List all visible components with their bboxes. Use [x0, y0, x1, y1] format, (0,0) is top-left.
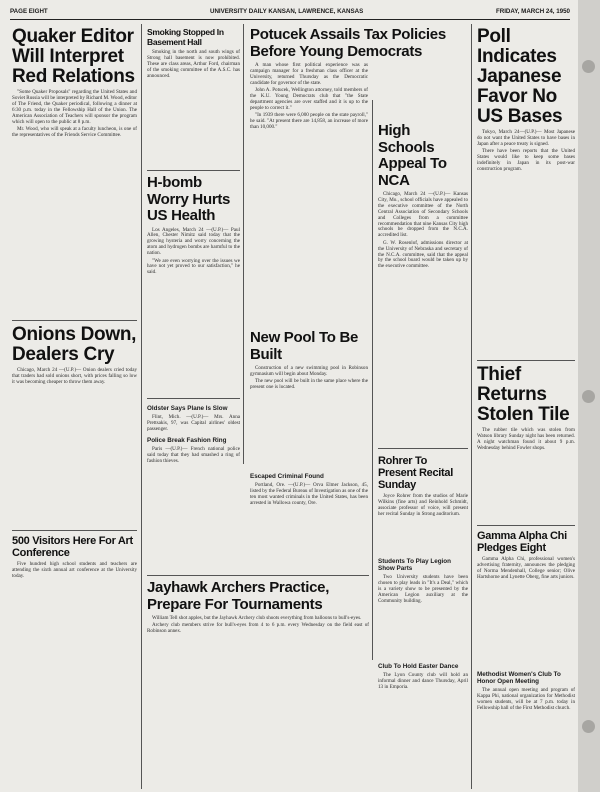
paragraph: There have been reports that the United States would like to keep some bases indefinitely in Japan in its post-war construction program. — [477, 148, 575, 172]
paragraph: The new pool will be built in the same place where the present one is located. — [250, 378, 368, 391]
article-body — [12, 368, 137, 386]
article-body — [378, 673, 468, 691]
article-divider — [147, 575, 369, 576]
paragraph: Construction of a new swimming pool in Robinson gymnasium will begin about Monday. — [250, 365, 368, 377]
binder-hole — [582, 60, 595, 73]
article-body — [250, 63, 368, 131]
article-poll — [477, 27, 575, 357]
article-onions — [12, 325, 137, 525]
article-body — [147, 447, 240, 464]
article-smoking — [147, 27, 240, 167]
article-body — [147, 415, 240, 432]
paragraph: Tokyo, March 24—(U.P.)— Most Japanese do not want the United States to have bases in Japan after a peace treaty is signed. — [477, 129, 575, 147]
column-rule — [471, 24, 472, 789]
paragraph: The annual open meeting and program of Kappa Phi, national organization for Methodist women students, will be at 7 p.m. today in Fellowship hall of the First Methodist church. — [477, 687, 575, 711]
headline-onions: Onions Down, Dealers Cry — [12, 325, 137, 365]
article-body — [12, 90, 137, 139]
paragraph: The Lyon County club will hold an informal dinner and dance Thursday, April 13 in Emporia. — [378, 672, 468, 690]
headline-thief: Thief Returns Stolen Tile — [477, 365, 570, 425]
paragraph: "Some Quaker Proposals" regarding the United States and Soviet Russia will be interpreted by Richard M. Wood, editor of The Friend, the Quaker periodical, following a dinner at 6:30 p.m. today in the Fellowship Hall of the Union. The American Association of Teachers will sponsor the program which will open to the public at 8 p.m. — [12, 89, 137, 125]
article-escaped — [250, 470, 368, 570]
article-divider — [477, 360, 575, 361]
article-gamma — [477, 530, 575, 665]
headline-poll: Poll Indicates Japanese Favor No US Bases — [477, 27, 563, 127]
article-body — [147, 50, 240, 80]
article-newpool — [250, 330, 368, 430]
paragraph: Paris —(U.P.)— French national police said today that they had smashed a ring of fashion thieves. — [147, 446, 240, 464]
headline-oldster: Oldster Says Plane Is Slow — [147, 405, 228, 412]
article-divider — [477, 525, 575, 526]
paragraph: A man whose first political experience was as campaign manager for a freshman class officer at the University, returned Thursday as the Democratic candidate for governor of the state. — [250, 62, 368, 86]
headline-gamma: Gamma Alpha Chi Pledges Eight — [477, 530, 567, 554]
article-archers — [147, 580, 369, 785]
paragraph: Gamma Alpha Chi, professional women's advertising fraternity, announces the pledging of Norma Mendenhall, College senior; Olive Hartshorne and Lynette Oberg, fine arts juniors. — [477, 556, 575, 580]
paragraph: William Tell shot apples, but the Jayhawk Archery club shoots everything from balloons to bull's-eyes. — [152, 615, 362, 621]
headline-archers: Jayhawk Archers Practice, Prepare For Tournaments — [147, 580, 330, 613]
article-hbomb — [147, 175, 240, 395]
article-body — [477, 688, 575, 712]
article-police — [147, 434, 240, 464]
column-rule — [243, 24, 244, 464]
paragraph: Smoking in the north and south wings of Strong hall basement is now prohibited. These are class areas, Arthur Ford, chairman of the smoking committee of the A.S.C. has announced. — [147, 49, 240, 79]
newspaper-name: UNIVERSITY DAILY KANSAN, LAWRENCE, KANSAS — [210, 8, 364, 15]
article-clubfeast — [378, 660, 468, 785]
paragraph: Archery club members strive for bull's-eyes from 4 to 6 p.m. every Wednesday on the field east of Robinson annex. — [147, 622, 369, 635]
article-quaker — [12, 27, 137, 317]
article-visitors — [12, 535, 137, 785]
article-divider — [147, 170, 240, 171]
headline-escaped: Escaped Criminal Found — [250, 473, 324, 480]
headline-visitors: 500 Visitors Here For Art Conference — [12, 535, 133, 559]
paragraph: Portland, Ore. —(U.P.)— Orva Elmer Jackson, 45, listed by the Federal Bureau of Investigation as one of the ten most wanted criminals in the United States, has been arrested in Wallowa county, Ore. — [250, 482, 368, 506]
headline-quaker: Quaker Editor Will Interpret Red Relations — [12, 27, 135, 87]
article-legion — [378, 555, 468, 650]
article-body — [12, 562, 137, 580]
paragraph: "In 1939 there were 6,000 people on the state payroll," he said. "At present there are 14,858, an increase of more than 10,000." — [250, 112, 368, 131]
paragraph: "We are even worrying over the issues we have not yet proved to our satisfaction," he said. — [147, 257, 240, 276]
paragraph: Los Angeles, March 24 —(U.P.)— Paul Allen, Chester Nimitz said today that the growing hysteria and worry concerning the atom and hydrogen bombs are harmful to the nation. — [147, 226, 240, 257]
issue-date: FRIDAY, MARCH 24, 1950 — [495, 8, 570, 15]
article-divider — [12, 320, 137, 321]
paragraph: G. W. Rosenlof, admissions director at the University of Nebraska and secretary of the N.C.A. committee, said that the appeal by the school board would be taken up by the executive committee. — [378, 239, 468, 270]
paragraph: Chicago, March 24 —(U.P.)— Kansas City, Mo., school officials have appealed to the executive committee of the North Central Association of Secondary Schools and Colleges from a committee recommendation that nine Kansas City high schools be dropped from the N.C.A. accredited list. — [378, 191, 468, 239]
article-body — [477, 130, 575, 173]
article-highschools — [378, 123, 468, 403]
headline-methodist: Methodist Women's Club To Honor Open Meeting — [477, 671, 561, 685]
headline-smoking: Smoking Stopped In Basement Hall — [147, 27, 224, 47]
headline-highschools: High Schools Appeal To NCA — [378, 123, 447, 189]
article-thief — [477, 365, 575, 520]
article-rohrer — [378, 455, 468, 525]
headline-newpool: New Pool To Be Built — [250, 330, 359, 363]
article-body — [147, 228, 240, 277]
article-divider — [12, 530, 137, 531]
article-body — [378, 575, 468, 605]
headline-clubfeast: Club To Hold Easter Dance — [378, 663, 459, 670]
headline-legion: Students To Play Legion Show Parts — [378, 558, 452, 572]
paragraph: The rubber tile which was stolen from Watson library Sunday night has been returned. A night watchman found it about 9 p.m. Wednesday behind Fowler shops. — [477, 427, 575, 451]
paragraph: Five hundred high school students and teachers are attending the sixth annual art conference at the University today. — [12, 561, 137, 579]
paragraph: John A. Potucek, Wellington attorney, told members of the K.U. Young Democrats club that "the State department agencies are over staffed and it is up to the people to correct it." — [250, 87, 368, 111]
paragraph: Chicago, March 24 —(U.P.)— Onion dealers cried today that traders had sold onions short, with prices falling so low it was becoming cheaper to throw them away. — [12, 367, 137, 385]
headline-rohrer: Rohrer To Present Recital Sunday — [378, 455, 453, 491]
paragraph: Joyce Rohrer from the studios of Marie Wilkins (fine arts) and Reinhold Schmidt, associate professor of voice, will present her recital Sunday in Strong auditorium. — [378, 493, 468, 517]
article-oldster — [147, 402, 240, 432]
article-divider — [147, 398, 240, 399]
article-body — [147, 616, 369, 635]
paragraph: Mr. Wood, who will speak at a faculty luncheon, is one of the representatives of the Friends Service Committee. — [12, 125, 137, 138]
article-body — [477, 557, 575, 581]
page-number: PAGE EIGHT — [10, 8, 48, 15]
article-body — [378, 494, 468, 518]
article-body — [250, 483, 368, 507]
article-body — [250, 366, 368, 391]
headline-police: Police Break Fashion Ring — [147, 437, 227, 444]
article-body — [378, 192, 468, 270]
paragraph: Flint, Mich. —(U.P.)— Mrs. Anna Prettsakis, 97, was Capital airlines' oldest passenger. — [147, 414, 240, 432]
binder-hole — [582, 390, 595, 403]
headline-potucek: Potucek Assails Tax Policies Before Young Democrats — [250, 27, 446, 60]
column-rule — [141, 24, 142, 789]
page-masthead — [10, 5, 570, 20]
paragraph: Two University students have been chosen to play leads in "It's a Deal," which is a variety show to be presented by the American Legion auxiliary at the Community building. — [378, 574, 468, 604]
headline-hbomb: H-bomb Worry Hurts US Health — [147, 175, 231, 224]
article-divider — [378, 448, 468, 449]
article-methodist — [477, 668, 575, 786]
article-body — [477, 428, 575, 452]
binder-hole — [582, 720, 595, 733]
